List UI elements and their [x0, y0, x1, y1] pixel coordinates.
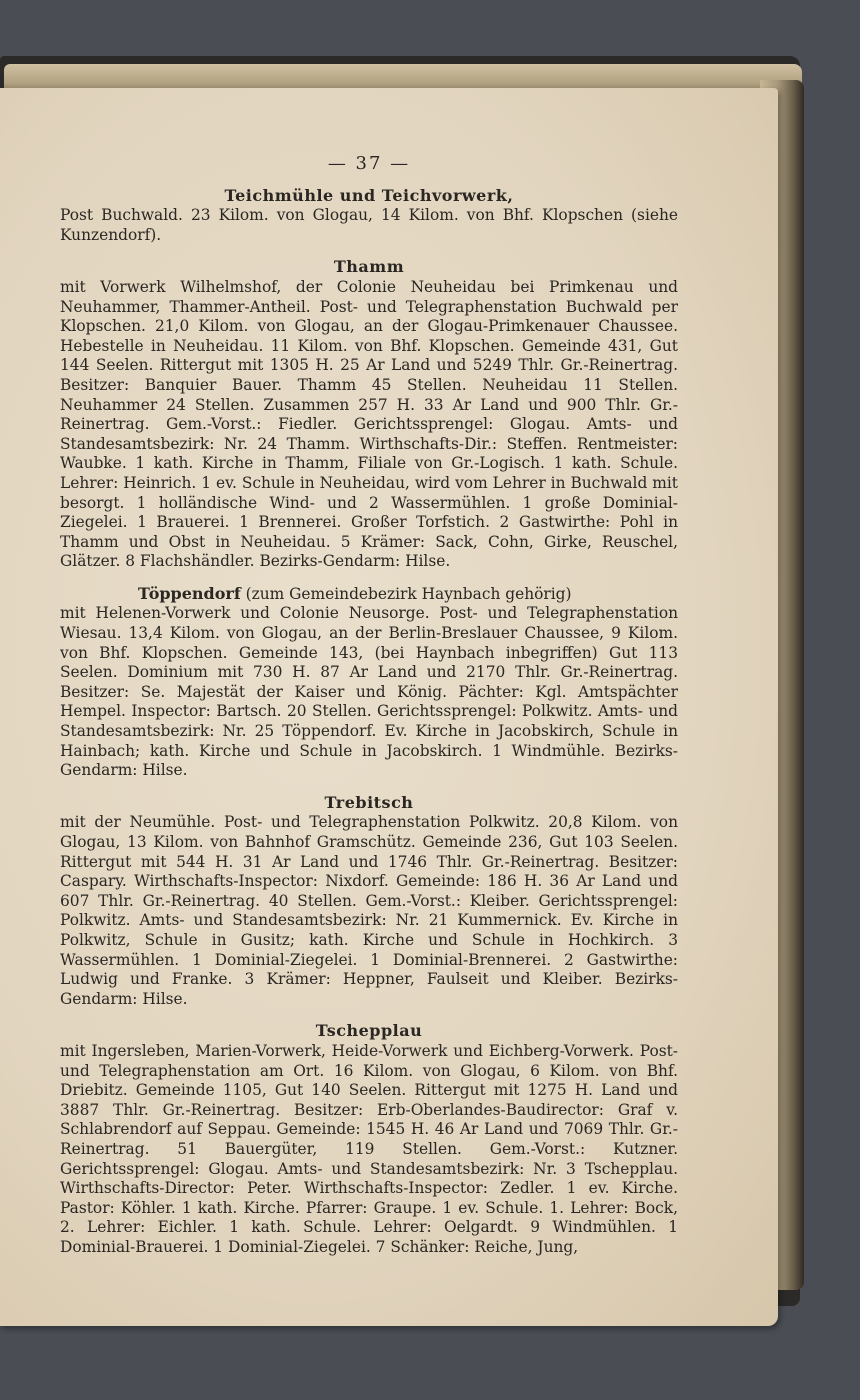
entry-title-suffix: (zum Gemeindebezirk Haynbach gehörig) — [240, 584, 572, 603]
entry-title: Tschepplau — [315, 1021, 423, 1041]
page-content — [60, 154, 678, 1269]
entry-tschepplau — [60, 1021, 678, 1257]
entry-teichmuehle — [60, 186, 678, 246]
page-number: — 37 — — [327, 153, 411, 174]
entry-title: Teichmühle und Teichvorwerk, — [224, 185, 514, 205]
entry-body: Post Buchwald. 23 Kilom. von Glogau, 14 Kilom. von Bhf. Klopschen (siehe Kunzendorf). — [60, 206, 678, 244]
entry-title: Trebitsch — [324, 792, 414, 812]
entry-body: mit der Neumühle. Post- und Telegraphenstation Polkwitz. 20,8 Kilom. von Glogau, 13 Kilom. von Bahnhof Gramschütz. Gemeinde 236, Gut 103 Seelen. Rittergut mit 544 H. 31 Ar Land und 1746 Thlr. Gr.-Reinertrag. Besitzer: Caspary. Wirthschafts-Inspector: Nixdorf. Gemeinde: 186 H. 36 Ar Land und 607 Thlr. Gr.-Reinertrag. 40 Stellen. Gem.-Vorst.: Kleiber. Gerichtssprengel: Polkwitz. Amts- und Standesamtsbezirk: Nr. 21 Kummernick. Ev. Kirche in Polkwitz, Schule in Gusitz; kath. Kirche und Schule in Hochkirch. 3 Wassermühlen. 1 Dominial-Ziegelei. 1 Dominial-Brennerei. 2 Gastwirthe: Ludwig und Franke. 3 Krämer: Heppner, Faulseit und Kleiber. Bezirks-Gendarm: Hilse. — [60, 813, 678, 1008]
entry-title: Thamm — [333, 257, 405, 277]
entry-heading-line — [60, 584, 678, 605]
entry-thamm — [60, 257, 678, 572]
entry-body: mit Vorwerk Wilhelmshof, der Colonie Neuheidau bei Primkenau und Neuhammer, Thammer-Antheil. Post- und Telegraphenstation Buchwald per Klopschen. 21,0 Kilom. von Glogau, an der Glogau-Primkenauer Chaussee. Hebestelle in Neuheidau. 11 Kilom. von Bhf. Klopschen. Gemeinde 431, Gut 144 Seelen. Rittergut mit 1305 H. 25 Ar Land und 5249 Thlr. Gr.-Reinertrag. Besitzer: Banquier Bauer. Thamm 45 Stellen. Neuheidau 11 Stellen. Neuhammer 24 Stellen. Zusammen 257 H. 33 Ar Land und 900 Thlr. Gr.-Reinertrag. Gem.-Vorst.: Fiedler. Gerichtssprengel: Glogau. Amts- und Standesamtsbezirk: Nr. 24 Thamm. Wirthschafts-Dir.: Steffen. Rentmeister: Waubke. 1 kath. Kirche in Thamm, Filiale von Gr.-Logisch. 1 kath. Schule. Lehrer: Heinrich. 1 ev. Schule in Neuheidau, wird vom Lehrer in Buchwald mit besorgt. 1 holländische Wind- und 2 Wassermühlen. 1 große Dominial-Ziegelei. 1 Brauerei. 1 Brennerei. Großer Torfstich. 2 Gastwirthe: Pohl in Thamm und Obst in Neuheidau. 5 Krämer: Sack, Cohn, Girke, Reuschel, Glätzer. 8 Flachshändler. Bezirks-Gendarm: Hilse. — [60, 277, 678, 571]
entry-toeppendorf — [60, 584, 678, 781]
entry-body: mit Helenen-Vorwerk und Colonie Neusorge. Post- und Telegraphenstation Wiesau. 13,4 Kilom. von Glogau, an der Berlin-Breslauer Chaussee, 9 Kilom. von Bhf. Klopschen. Gemeinde 143, (bei Haynbach inbegriffen) Gut 113 Seelen. Dominium mit 730 H. 87 Ar Land und 2170 Thlr. Gr.-Reinertrag. Besitzer: Se. Majestät der Kaiser und König. Pächter: Kgl. Amtspächter Hempel. Inspector: Bartsch. 20 Stellen. Gerichtssprengel: Polkwitz. Amts- und Standesamtsbezirk: Nr. 25 Töppendorf. Ev. Kirche in Jacobskirch, Schule in Hainbach; kath. Kirche und Schule in Jacobskirch. 1 Windmühle. Bezirks-Gendarm: Hilse. — [60, 604, 678, 780]
entry-title: Töppendorf — [138, 583, 241, 603]
entry-body: mit Ingersleben, Marien-Vorwerk, Heide-Vorwerk und Eichberg-Vorwerk. Post- und Telegraphenstation am Ort. 16 Kilom. von Glogau, 6 Kilom. von Bhf. Driebitz. Gemeinde 1105, Gut 140 Seelen. Rittergut mit 1275 H. Land und 3887 Thlr. Gr.-Reinertrag. Besitzer: Erb-Oberlandes-Baudirector: Graf v. Schlabrendorf auf Seppau. Gemeinde: 1545 H. 46 Ar Land und 7069 Thlr. Gr.-Reinertrag. 51 Bauergüter, 119 Stellen. Gem.-Vorst.: Kutzner. Gerichtssprengel: Glogau. Amts- und Standesamtsbezirk: Nr. 3 Tschepplau. Wirthschafts-Director: Peter. Wirthschafts-Inspector: Zedler. 1 ev. Kirche. Pastor: Köhler. 1 kath. Kirche. Pfarrer: Graupe. 1 ev. Schule. 1. Lehrer: Bock, 2. Lehrer: Eichler. 1 kath. Schule. Lehrer: Oelgardt. 9 Windmühlen. 1 Dominial-Brauerei. 1 Dominial-Ziegelei. 7 Schänker: Reiche, Jung, — [60, 1041, 678, 1256]
entry-trebitsch — [60, 793, 678, 1010]
book-page — [0, 88, 778, 1326]
